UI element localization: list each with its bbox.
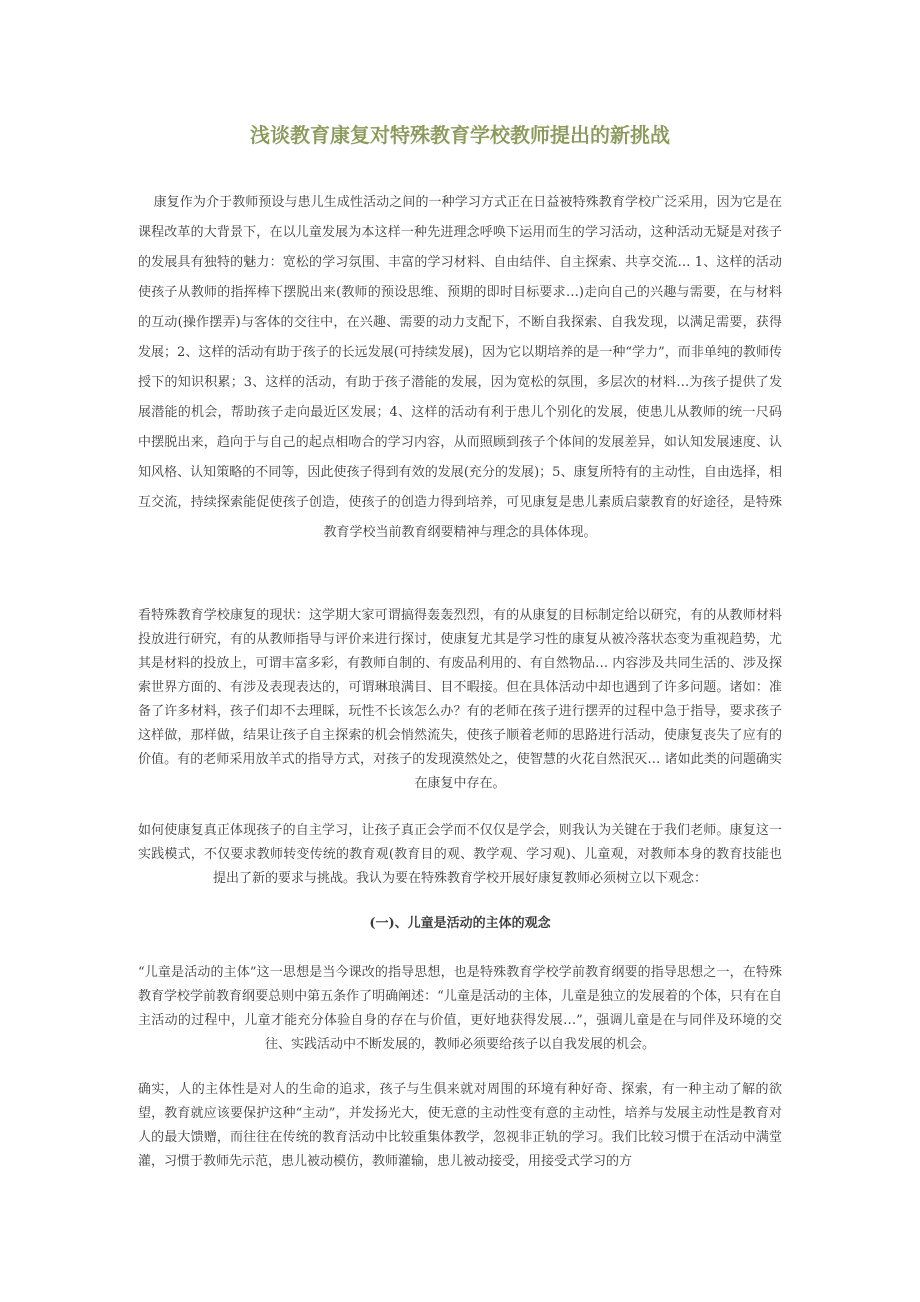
document-title: 浅谈教育康复对特殊教育学校教师提出的新挑战	[250, 123, 670, 147]
paragraph-teacher-role: 如何使康复真正体现孩子的自主学习，让孩子真正会学而不仅仅是学会，则我认为关键在于我们老师。康复这一实践模式，不仅要求教师转变传统的教育观(教育目的观、教学观、学习观)、儿童观，对教师本身的教育技能也提出了新的要求与挑战。我认为要在特殊教育学校开展好康复教师必须树立以下观念：	[138, 823, 782, 886]
paragraph-child-subject: “儿童是活动的主体”这一思想是当今课改的指导思想，也是特殊教育学校学前教育纲要的指导思想之一，在特殊教育学校学前教育纲要总则中第五条作了明确阐述：“儿童是活动的主体，儿童是独立的发展着的个体，只有在自主活动的过程中，儿童才能充分体验自身的存在与价值，更好地获得发展…”，强调儿童是在与同伴及环境的交往、实践活动中不断发展的，教师必须要给孩子以自我发展的机会。	[138, 965, 782, 1052]
section-heading: (一)、儿童是活动的主体的观念	[369, 916, 551, 931]
paragraph-intro: 康复作为介于教师预设与患儿生成性活动之间的一种学习方式正在日益被特殊教育学校广泛采用，因为它是在课程改革的大背景下，在以儿童发展为本这样一种先进理念呼唤下运用而生的学习活动，这种活动无疑是对孩子的发展具有独特的魅力：宽松的学习氛围、丰富的学习材料、自由结伴、自主探索、共享交流… 1、这样的活动使孩子从教师的指挥棒下摆脱出来(教师的预设思维、预期的即时目标要求…)走向自己的兴趣与需要，在与材料的互动(操作摆弄)与客体的交往中，在兴趣、需要的动力支配下，不断自我探索、自我发现，以满足需要，获得发展；2、这样的活动有助于孩子的长远发展(可持续发展)，因为它以期培养的是一种“学力”，而非单纯的教师传授下的知识积累；3、这样的活动，有助于孩子潜能的发展，因为宽松的氛围，多层次的材料…为孩子提供了发展潜能的机会，帮助孩子走向最近区发展；4、这样的活动有利于患儿个别化的发展，使患儿从教师的统一尺码中摆脱出来，趋向于与自己的起点相吻合的学习内容，从而照顾到孩子个体间的发展差异，如认知发展速度、认知风格、认知策略的不同等，因此使孩子得到有效的发展(充分的发展)；5、康复所特有的主动性，自由选择，相互交流，持续探索能促使孩子创造，使孩子的创造力得到培养，可见康复是患儿素质启蒙教育的好途径，是特殊教育学校当前教育纲要精神与理念的具体体现。	[138, 195, 782, 540]
paragraph-subjectivity: 确实，人的主体性是对人的生命的追求，孩子与生俱来就对周围的环境有种好奇、探索，有一种主动了解的欲望，教育就应该要保护这种“主动”，并发扬光大，使无意的主动性变有意的主动性，培养与发展主动性是教育对人的最大馈赠，而往往在传统的教育活动中比较重集体教学，忽视非正轨的学习。我们比较习惯于在活动中满堂灌，习惯于教师先示范，患儿被动模仿，教师灌输，患儿被动接受，用接受式学习的方	[138, 1082, 782, 1169]
paragraph-current-status: 看特殊教育学校康复的现状：这学期大家可谓搞得轰轰烈烈，有的从康复的目标制定给以研究，有的从教师材料投放进行研究，有的从教师指导与评价来进行探讨，使康复尤其是学习性的康复从被冷落状态变为重视趋势，尤其是材料的投放上，可谓丰富多彩，有教师自制的、有废品利用的、有自然物品… 内容涉及共同生活的、涉及探索世界方面的、有涉及表现表达的，可谓琳琅满目、目不暇接。但在具体活动中却也遇到了许多问题。诸如：准备了许多材料，孩子们却不去理睬，玩性不长该怎么办？有的老师在孩子进行摆弄的过程中急于指导，要求孩子这样做，那样做，结果让孩子自主探索的机会悄然流失，使孩子顺着老师的思路进行活动，使康复丧失了应有的价值。有的老师采用放羊式的指导方式，对孩子的发现漠然处之，使智慧的火花自然泯灭… 诸如此类的问题确实在康复中存在。	[138, 608, 782, 791]
